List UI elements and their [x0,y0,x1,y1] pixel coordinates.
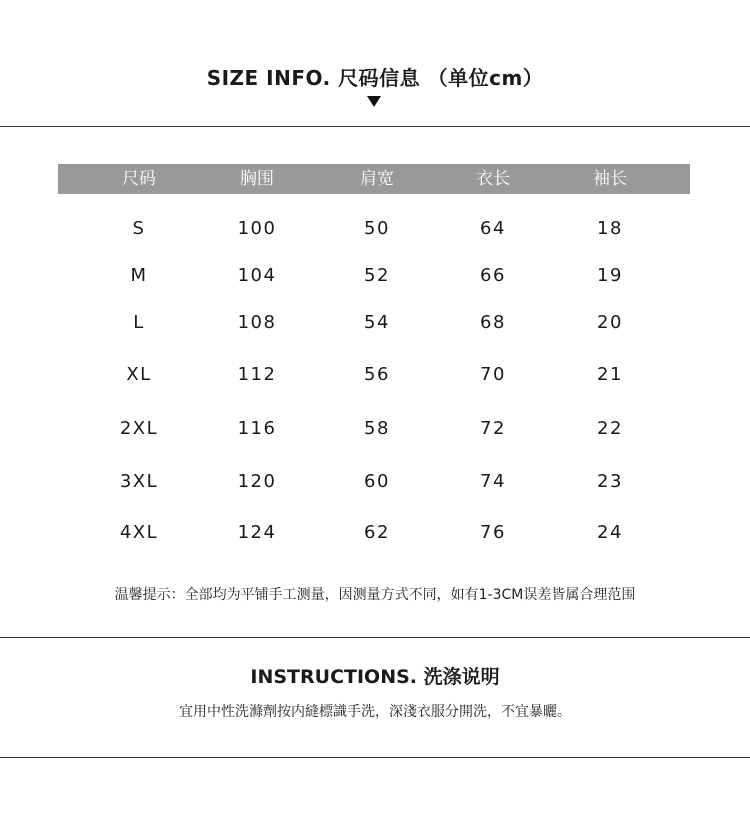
cell-sleeve: 22 [597,418,623,439]
divider-middle [0,637,750,638]
cell-shoulder: 58 [364,418,390,439]
cell-length: 68 [480,312,506,333]
cell-size: M [130,265,148,286]
cell-chest: 104 [237,265,277,286]
cell-chest: 116 [237,418,277,439]
cell-size: 4XL [119,522,159,543]
cell-shoulder: 52 [364,265,390,286]
cell-size: S [132,218,146,239]
cell-chest: 124 [237,522,277,543]
cell-length: 70 [480,364,506,385]
instructions-text: 宜用中性洗滌劑按内縫標識手洗，深淺衣服分開洗，不宜暴曬。 [179,704,571,720]
measurement-note: 温馨提示：全部均为平铺手工测量，因测量方式不同，如有1-3CM误差皆属合理范围 [114,587,636,603]
cell-size: XL [126,364,152,385]
cell-sleeve: 18 [597,218,623,239]
cell-size: 3XL [119,471,159,492]
cell-length: 76 [480,522,506,543]
cell-shoulder: 60 [364,471,390,492]
cell-sleeve: 19 [597,265,623,286]
cell-size: L [133,312,145,333]
header-size: 尺码 [122,169,156,189]
cell-shoulder: 54 [364,312,390,333]
cell-shoulder: 56 [364,364,390,385]
header-shoulder: 肩宽 [360,169,394,189]
cell-sleeve: 24 [597,522,623,543]
cell-shoulder: 50 [364,218,390,239]
cell-length: 74 [480,471,506,492]
cell-sleeve: 20 [597,312,623,333]
cell-chest: 100 [237,218,277,239]
instructions-title: INSTRUCTIONS. 洗涤说明 [250,666,500,688]
cell-length: 66 [480,265,506,286]
cell-sleeve: 21 [597,364,623,385]
header-sleeve: 袖长 [593,169,627,189]
cell-chest: 120 [237,471,277,492]
cell-chest: 112 [237,364,277,385]
cell-sleeve: 23 [597,471,623,492]
header-length: 衣长 [476,169,510,189]
cell-shoulder: 62 [364,522,390,543]
cell-length: 64 [480,218,506,239]
cell-chest: 108 [237,312,277,333]
header-chest: 胸围 [240,169,274,189]
divider-top [0,126,750,127]
cell-size: 2XL [119,418,159,439]
size-info-title: SIZE INFO. 尺码信息 （单位cm） [206,66,544,90]
table-header [58,164,690,194]
divider-bottom [0,757,750,758]
down-arrow-icon [367,96,381,107]
cell-length: 72 [480,418,506,439]
